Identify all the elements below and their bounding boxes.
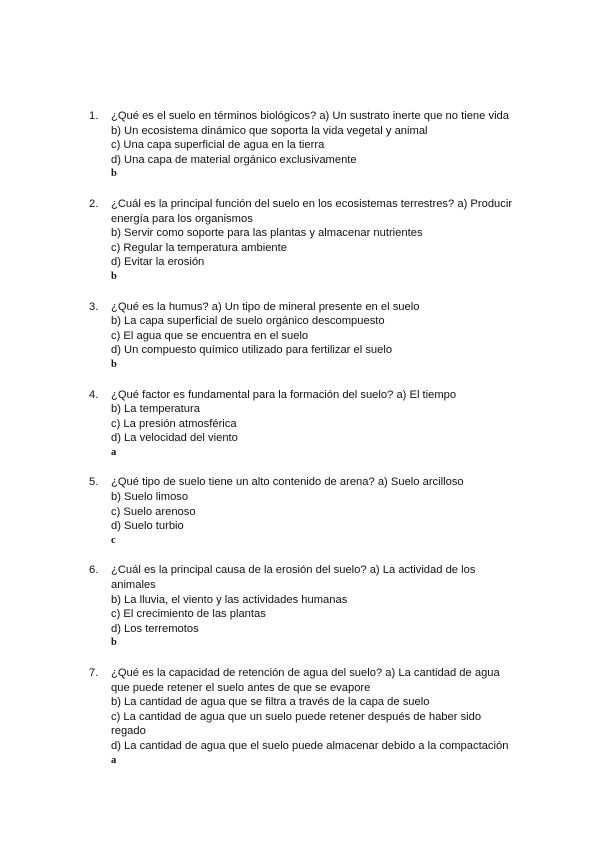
option-d: d) Un compuesto químico utilizado para fertilizar el suelo [111, 344, 393, 357]
question-number: 5. [89, 476, 99, 489]
option-d: d) Evitar la erosión [111, 256, 205, 269]
option-b: b) La capa superficial de suelo orgánico descompuesto [111, 315, 385, 328]
question-list [89, 109, 519, 783]
answer-key: b [111, 358, 117, 370]
question-text: ¿Cuál es la principal causa de la erosión del suelo? a) La actividad de los animales [111, 564, 476, 592]
option-c: c) La presión atmosférica [111, 417, 237, 430]
question-item-2 [89, 197, 519, 285]
question-item-3 [89, 300, 519, 373]
question-number: 1. [89, 110, 99, 122]
answer-key: a [111, 754, 117, 766]
answer-key: b [111, 168, 117, 180]
question-item-5 [89, 475, 519, 548]
question-text: ¿Qué factor es fundamental para la formación del suelo? a) El tiempo [111, 388, 457, 401]
option-d: d) La cantidad de agua que el suelo puede almacenar debido a la compactación [111, 739, 509, 752]
question-number: 7. [89, 667, 99, 679]
option-d: d) Una capa de material orgánico exclusivamente [111, 153, 357, 166]
option-c: c) La cantidad de agua que un suelo puede retener después de haber sido regado [111, 710, 482, 738]
question-text: ¿Qué es el suelo en términos biológicos? a) Un sustrato inerte que no tiene vida [111, 110, 510, 122]
question-item-1 [89, 109, 519, 182]
option-b: b) Servir como soporte para las plantas y almacenar nutrientes [111, 227, 423, 240]
option-b: b) Un ecosistema dinámico que soporta la vida vegetal y animal [111, 124, 428, 137]
question-number: 6. [89, 564, 99, 577]
option-d: d) Los terremotos [111, 622, 199, 635]
answer-key: b [111, 270, 117, 282]
option-d: d) Suelo turbio [111, 520, 184, 533]
question-item-6 [89, 563, 519, 651]
option-c: c) Una capa superficial de agua en la tierra [111, 139, 325, 152]
question-text: ¿Qué tipo de suelo tiene un alto contenido de arena? a) Suelo arcilloso [111, 476, 464, 489]
option-c: c) Regular la temperatura ambiente [111, 241, 287, 254]
question-number: 4. [89, 388, 99, 401]
option-c: c) El agua que se encuentra en el suelo [111, 329, 309, 342]
question-text: ¿Cuál es la principal función del suelo en los ecosistemas terrestres? a) Producir energía para los organismos [111, 197, 513, 225]
answer-key: c [111, 534, 116, 546]
question-item-4 [89, 388, 519, 461]
option-b: b) La lluvia, el viento y las actividades humanas [111, 593, 348, 606]
option-c: c) Suelo arenoso [111, 505, 196, 518]
option-c: c) El crecimiento de las plantas [111, 608, 266, 621]
question-number: 3. [89, 300, 99, 313]
question-text: ¿Qué es la humus? a) Un tipo de mineral presente en el suelo [111, 300, 420, 313]
option-b: b) La cantidad de agua que se filtra a través de la capa de suelo [111, 696, 430, 709]
question-number: 2. [89, 197, 99, 210]
option-b: b) La temperatura [111, 403, 200, 416]
option-b: b) Suelo limoso [111, 491, 189, 504]
option-d: d) La velocidad del viento [111, 432, 238, 445]
answer-key: a [111, 446, 117, 458]
question-text: ¿Qué es la capacidad de retención de agua del suelo? a) La cantidad de agua que puede retener el suelo antes de que se evapore [111, 667, 500, 694]
answer-key: b [111, 637, 117, 649]
question-item-7 [89, 666, 519, 768]
